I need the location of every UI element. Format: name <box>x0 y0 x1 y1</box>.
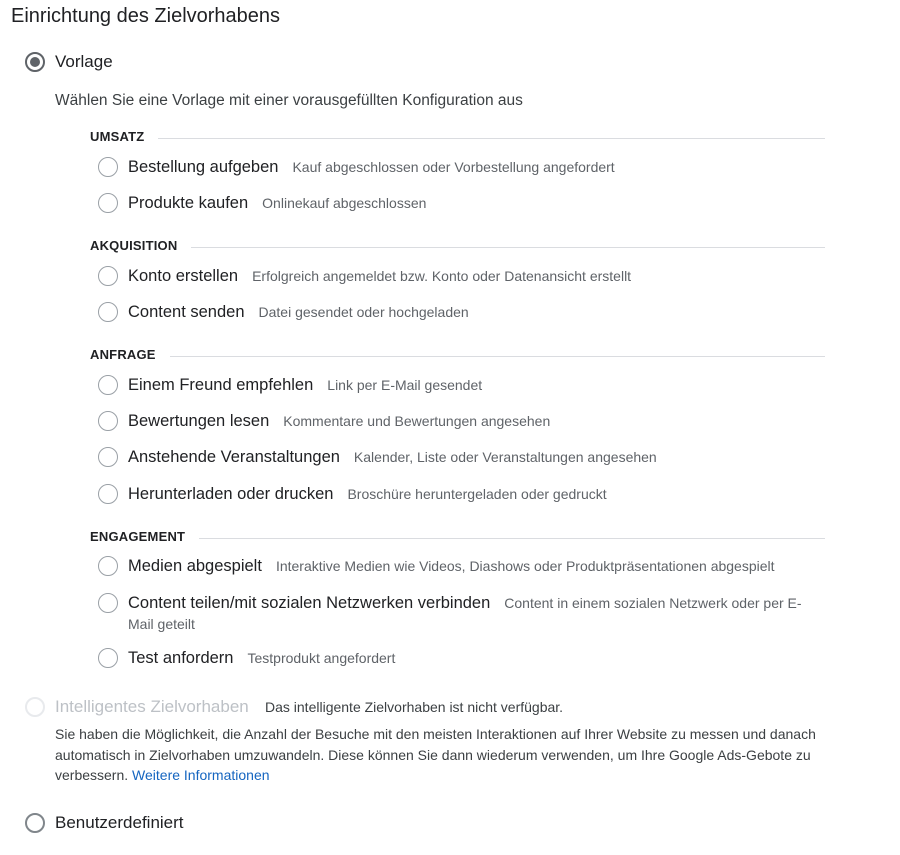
option-radio[interactable] <box>98 375 118 395</box>
option-title[interactable]: Bestellung aufgeben <box>128 158 279 176</box>
template-radio[interactable] <box>25 52 45 72</box>
option-subtitle: Content in einem sozialen Netzwerk oder per E-Mail geteilt <box>128 595 802 632</box>
category-label: UMSATZ <box>90 129 158 144</box>
learn-more-link[interactable]: Weitere Informationen <box>132 767 270 783</box>
option-radio[interactable] <box>98 447 118 467</box>
page-title: Einrichtung des Zielvorhabens <box>11 5 281 27</box>
option-title[interactable]: Produkte kaufen <box>128 194 249 212</box>
category-engagement <box>90 529 825 549</box>
option-radio[interactable] <box>98 484 118 504</box>
option-radio[interactable] <box>98 648 118 668</box>
category-umsatz <box>90 129 825 149</box>
option-title[interactable]: Content teilen/mit sozialen Netzwerken verbinden <box>128 594 491 612</box>
smart-goal-status: Das intelligente Zielvorhaben ist nicht verfügbar. <box>265 699 564 715</box>
option-subtitle: Testprodukt angefordert <box>247 650 396 666</box>
option-subtitle: Kalender, Liste oder Veranstaltungen angesehen <box>353 449 657 465</box>
option-title[interactable]: Konto erstellen <box>128 267 239 285</box>
smart-goal-description-text: Sie haben die Möglichkeit, die Anzahl der Besuche mit den meisten Interaktionen auf Ihrer Website zu messen und danach automatisch in Zielvorhaben umzuwandeln. Diese können Sie dann wiederum verwenden, um Ihre Google Ads-Gebote zu verbessern. <box>55 726 816 783</box>
category-anfrage <box>90 347 825 367</box>
smart-goal-label: Intelligentes Zielvorhaben <box>55 697 249 716</box>
option-subtitle: Link per E-Mail gesendet <box>327 377 483 393</box>
option-subtitle: Erfolgreich angemeldet bzw. Konto oder Datenansicht erstellt <box>252 268 632 284</box>
option-title[interactable]: Herunterladen oder drucken <box>128 485 334 503</box>
option-radio[interactable] <box>98 556 118 576</box>
option-radio[interactable] <box>98 411 118 431</box>
option-radio[interactable] <box>98 302 118 322</box>
option-title[interactable]: Einem Freund empfehlen <box>128 376 314 394</box>
option-subtitle: Datei gesendet oder hochgeladen <box>258 304 469 320</box>
custom-goal-label[interactable]: Benutzerdefiniert <box>55 813 184 832</box>
category-divider <box>90 247 825 248</box>
category-akquisition <box>90 238 825 258</box>
category-label: ENGAGEMENT <box>90 529 199 544</box>
category-divider <box>90 356 825 357</box>
template-description: Wählen Sie eine Vorlage mit einer vorausgefüllten Konfiguration aus <box>55 92 523 109</box>
smart-goal-radio <box>25 697 45 717</box>
smart-goal-description <box>55 724 835 786</box>
category-label: ANFRAGE <box>90 347 170 362</box>
option-subtitle: Kommentare und Bewertungen angesehen <box>283 413 551 429</box>
option-title[interactable]: Anstehende Veranstaltungen <box>128 448 340 466</box>
option-title[interactable]: Test anfordern <box>128 649 234 667</box>
template-label[interactable]: Vorlage <box>55 52 113 71</box>
option-radio[interactable] <box>98 266 118 286</box>
option-title[interactable]: Bewertungen lesen <box>128 412 270 430</box>
custom-goal-radio[interactable] <box>25 813 45 833</box>
category-divider <box>90 538 825 539</box>
category-divider <box>90 138 825 139</box>
option-title[interactable]: Medien abgespielt <box>128 557 262 575</box>
option-subtitle: Interaktive Medien wie Videos, Diashows oder Produktpräsentationen abgespielt <box>275 558 775 574</box>
option-subtitle: Broschüre heruntergeladen oder gedruckt <box>347 486 607 502</box>
option-subtitle: Onlinekauf abgeschlossen <box>262 195 427 211</box>
option-subtitle: Kauf abgeschlossen oder Vorbestellung angefordert <box>292 159 615 175</box>
option-radio[interactable] <box>98 157 118 177</box>
option-title[interactable]: Content senden <box>128 303 245 321</box>
category-label: AKQUISITION <box>90 238 191 253</box>
option-radio[interactable] <box>98 593 118 613</box>
option-radio[interactable] <box>98 193 118 213</box>
